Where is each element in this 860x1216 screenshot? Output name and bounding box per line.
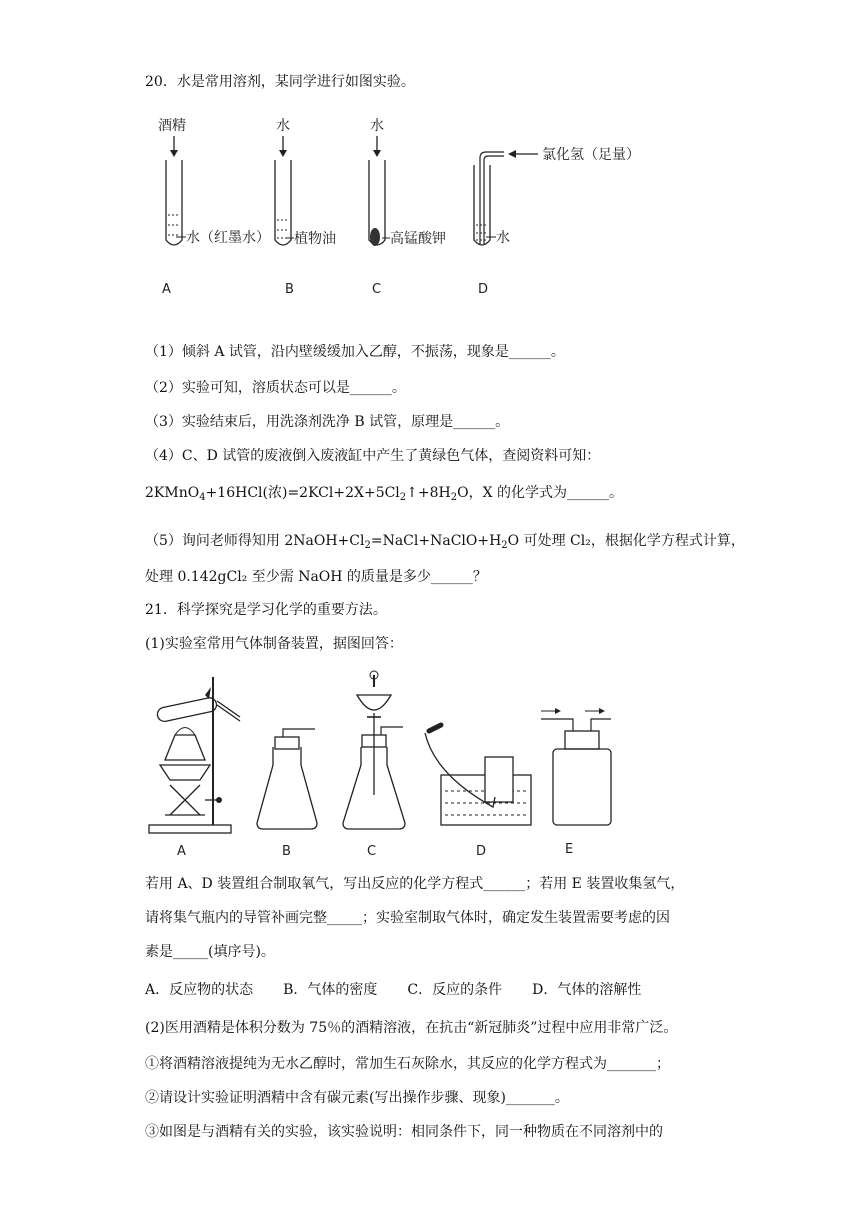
q20-figure <box>150 110 670 305</box>
q21-section2a: ①将酒精溶液提纯为无水乙醇时，常加生石灰除水，其反应的化学方程式为_______； <box>145 1056 670 1072</box>
apparatus-d-letter: D <box>476 844 487 859</box>
tube-c-letter: C <box>372 282 382 297</box>
eq-part-c: ↑+8H <box>406 485 451 501</box>
q20-part2: （2）实验可知，溶质状态可以是______。 <box>145 380 406 396</box>
q21-options <box>145 980 641 1000</box>
tube-a-top-label: 酒精 <box>158 118 186 134</box>
q21-section1: (1)实验室常用气体制备装置，据图回答： <box>145 636 403 652</box>
eq-part-a: 2KMnO <box>145 485 200 501</box>
test-tube-c <box>369 117 446 297</box>
option-d: D．气体的溶解性 <box>532 982 642 998</box>
tube-b-letter: B <box>285 282 294 297</box>
q20-part1: （1）倾斜 A 试管，沿内壁缓缓加入乙醇，不振荡，现象是______。 <box>145 344 565 360</box>
q21-apparatus-figure <box>145 665 615 865</box>
eq-sub-b: 2 <box>399 492 407 503</box>
apparatus-e-letter: E <box>565 842 574 857</box>
q21-text-line1: 若用 A、D 装置组合制取氧气，写出反应的化学方程式______；若用 E 装置收集氢气， <box>145 876 685 892</box>
tube-d-side-label: 水 <box>496 230 510 246</box>
apparatus-d <box>425 725 531 859</box>
eq-sub-c: 2 <box>450 492 458 503</box>
tube-b-top-label: 水 <box>276 118 290 134</box>
tube-d-letter: D <box>478 282 489 297</box>
q21-title: 21．科学探究是学习化学的重要方法。 <box>145 602 387 618</box>
apparatus-c <box>343 671 405 859</box>
apparatus-b <box>257 729 317 859</box>
tube-b-side-label: 植物油 <box>294 231 336 247</box>
q20-title: 20．水是常用溶剂，某同学进行如图实验。 <box>145 74 415 90</box>
q21-text-line2: 请将集气瓶内的导管补画完整_____；实验室制取气体时，确定发生装置需要考虑的因 <box>145 910 670 926</box>
p5-sub-a: 2 <box>364 540 371 551</box>
eq-part-d: O，X 的化学式为______。 <box>457 485 624 501</box>
q20-part5 <box>145 531 745 556</box>
p5-part-c: O 可处理 Cl₂，根据化学方程式计算， <box>507 533 745 549</box>
q21-text-line3: 素是_____(填序号)。 <box>145 944 275 960</box>
q20-part5-cont: 处理 0.142gCl₂ 至少需 NaOH 的质量是多少______？ <box>145 569 487 585</box>
q21-section2c: ③如图是与酒精有关的实验，该实验说明：相同条件下，同一种物质在不同溶剂中的 <box>145 1124 663 1140</box>
apparatus-e <box>541 708 611 857</box>
test-tube-a <box>158 117 270 297</box>
tube-c-top-label: 水 <box>370 118 384 134</box>
eq-part-b: +16HCl(浓)=2KCl+2X+5Cl <box>205 485 400 501</box>
p5-sub-b: 2 <box>501 540 508 551</box>
tube-c-side-label: 高锰酸钾 <box>390 231 446 247</box>
q20-part3: （3）实验结束后，用洗涤剂洗净 B 试管，原理是______。 <box>145 414 510 430</box>
apparatus-b-letter: B <box>282 844 291 859</box>
q21-section2b: ②请设计实验证明酒精中含有碳元素(写出操作步骤、现象)_______。 <box>145 1090 569 1106</box>
eq-sub-a: 4 <box>199 492 206 503</box>
option-b: B．气体的密度 <box>283 982 378 998</box>
tube-d-gas-label: 氯化氢（足量） <box>542 147 640 163</box>
apparatus-a <box>149 677 240 859</box>
option-c: C．反应的条件 <box>407 982 503 998</box>
p5-part-b: =NaCl+NaClO+H <box>370 533 502 549</box>
apparatus-c-letter: C <box>367 844 377 859</box>
q20-equation <box>145 483 623 508</box>
option-a: A．反应物的状态 <box>145 982 254 998</box>
p5-part-a: （5）询问老师得知用 2NaOH+Cl <box>145 533 365 549</box>
test-tube-b <box>275 117 336 297</box>
tube-a-letter: A <box>162 282 171 297</box>
tube-a-side-label: 水（红墨水） <box>186 230 270 246</box>
apparatus-a-letter: A <box>177 844 186 859</box>
q21-section2: (2)医用酒精是体积分数为 75％的酒精溶液，在抗击“新冠肺炎”过程中应用非常广泛。 <box>145 1020 678 1036</box>
q20-part4: （4）C、D 试管的废液倒入废液缸中产生了黄绿色气体，查阅资料可知： <box>145 448 601 464</box>
test-tube-d <box>474 147 640 297</box>
